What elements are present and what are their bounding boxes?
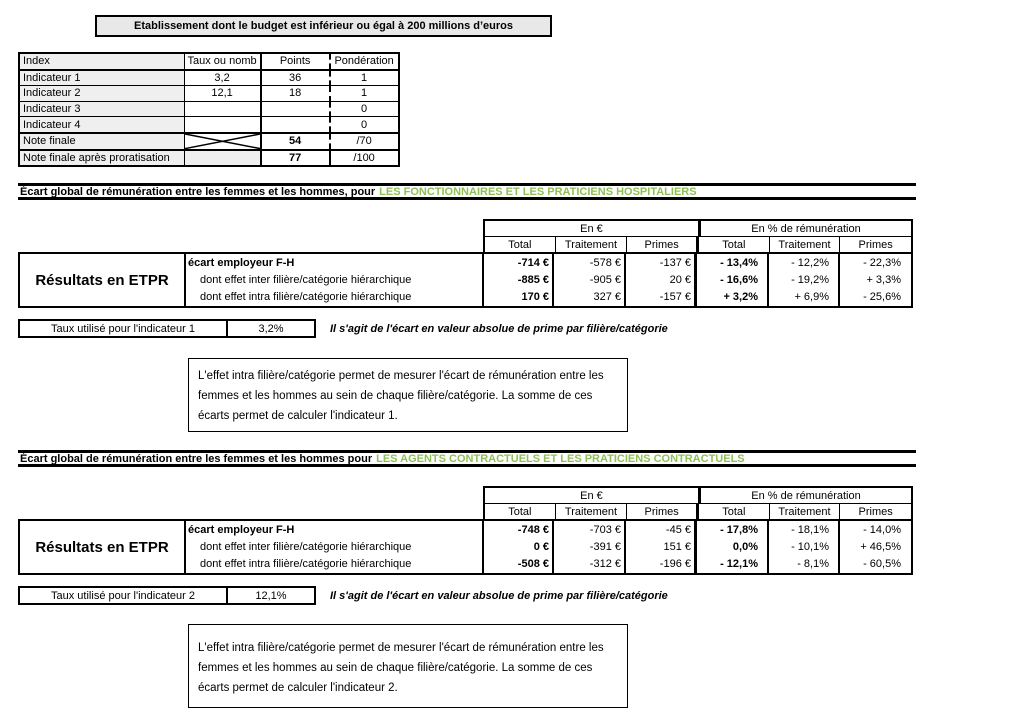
column-primes-percent xyxy=(838,521,910,573)
col-header: Traitement xyxy=(769,504,840,519)
cell-value: -748 € xyxy=(517,524,549,536)
points-header: Points xyxy=(261,53,330,70)
col-header: Total xyxy=(696,504,769,519)
table-row xyxy=(19,70,399,86)
cell-value: + 3,2% xyxy=(723,291,758,303)
group-header-euro: En € xyxy=(580,489,603,502)
cell-value: -312 € xyxy=(589,558,621,570)
cell-value: -703 € xyxy=(589,524,621,536)
column-total-euro xyxy=(482,521,552,573)
col-header: Primes xyxy=(839,237,911,252)
cell-value: -508 € xyxy=(517,558,549,570)
taux-indicateur2-value: 12,1% xyxy=(228,586,316,605)
column-total-euro xyxy=(482,254,552,306)
cell-value: - 14,0% xyxy=(863,524,901,536)
cell-value: - 8,1% xyxy=(797,558,829,570)
index-header: Index xyxy=(19,53,184,70)
col-header: Total xyxy=(508,505,532,518)
title-banner: Etablissement dont le budget est inférieur ou égal à 200 millions d’euros xyxy=(95,15,552,37)
column-total-percent xyxy=(694,254,767,306)
crossed-cell-icon xyxy=(184,133,261,150)
cell-value: + 6,9% xyxy=(794,291,829,303)
column-primes-euro xyxy=(624,521,694,573)
cell-value: -885 € xyxy=(517,274,549,286)
note-proratisation-taux xyxy=(184,150,261,167)
cell-value: + 3,3% xyxy=(866,274,901,286)
indicator-label: Indicateur 2 xyxy=(19,86,184,102)
note-finale-points: 54 xyxy=(261,133,330,150)
indicator-ponderation: 0 xyxy=(330,101,399,117)
group-header-percent: En % de rémunération xyxy=(698,488,911,503)
cell-value: - 12,1% xyxy=(720,558,758,570)
cell-value: -137 € xyxy=(659,257,691,269)
taux-indicateur1-label: Taux utilisé pour l'indicateur 1 xyxy=(18,319,228,338)
section1-results-table xyxy=(18,252,913,308)
taux-indicateur2-note: Il s'agit de l'écart en valeur absolue de prime par filière/catégorie xyxy=(330,589,668,602)
cell-value: - 25,6% xyxy=(863,291,901,303)
col-header: Total xyxy=(696,237,769,252)
taux-indicateur1-note: Il s'agit de l'écart en valeur absolue de prime par filière/catégorie xyxy=(330,322,668,335)
cell-value: - 18,1% xyxy=(791,524,829,536)
section1-column-headers xyxy=(483,219,913,252)
cell-value: - 19,2% xyxy=(791,274,829,286)
column-total-percent xyxy=(694,521,767,573)
section2-title xyxy=(18,450,916,467)
column-traitement-percent xyxy=(767,521,838,573)
index-table xyxy=(18,52,400,167)
indicator-taux: 12,1 xyxy=(184,86,261,102)
note-finale-scale: /70 xyxy=(330,133,399,150)
indicator-label: Indicateur 1 xyxy=(19,70,184,86)
column-primes-percent xyxy=(838,254,910,306)
group-header-euro: En € xyxy=(580,222,603,235)
table-row xyxy=(19,101,399,117)
cell-value: + 46,5% xyxy=(860,541,901,553)
cell-value: 151 € xyxy=(663,541,691,553)
result-row-label: écart employeur F-H xyxy=(188,524,295,536)
cell-value: -45 € xyxy=(665,524,691,536)
table-row xyxy=(19,86,399,102)
info-box-indicateur1: L'effet intra filière/catégorie permet de mesurer l'écart de rémunération entre les femmes et les hommes au sein de chaque filière/catégorie. La somme de ces écarts permet de calculer l'indicateur 1. xyxy=(188,358,628,432)
section1-title-prefix: Écart global de rémunération entre les femmes et les hommes, pour xyxy=(20,185,376,198)
result-row-label: écart employeur F-H xyxy=(188,257,295,269)
col-header: Primes xyxy=(626,237,696,252)
result-row-label: dont effet intra filière/catégorie hiérarchique xyxy=(200,558,412,570)
column-traitement-euro xyxy=(552,521,624,573)
result-row-label: dont effet inter filière/catégorie hiérarchique xyxy=(200,274,412,286)
indicator-label: Indicateur 3 xyxy=(19,101,184,117)
results-row-header: Résultats en ETPR xyxy=(20,521,186,573)
section2-column-headers xyxy=(483,486,913,519)
results-row-header: Résultats en ETPR xyxy=(20,254,186,306)
indicator-points xyxy=(261,117,330,133)
col-header: Traitement xyxy=(555,504,627,519)
indicator-taux xyxy=(184,101,261,117)
section2-title-highlight: LES AGENTS CONTRACTUELS ET LES PRATICIENS CONTRACTUELS xyxy=(376,452,745,465)
note-proratisation-label: Note finale après proratisation xyxy=(19,150,184,167)
cell-value: 170 € xyxy=(521,291,549,303)
taux-indicateur1-value: 3,2% xyxy=(228,319,316,338)
col-header: Primes xyxy=(839,504,911,519)
note-proratisation-scale: /100 xyxy=(330,150,399,167)
col-header: Traitement xyxy=(555,237,627,252)
cell-value: - 10,1% xyxy=(791,541,829,553)
cell-value: 20 € xyxy=(669,274,691,286)
section2-title-prefix: Écart global de rémunération entre les femmes et les hommes pour xyxy=(20,452,373,465)
section1-title-highlight: LES FONCTIONNAIRES ET LES PRATICIENS HOSPITALIERS xyxy=(379,185,697,198)
indicator-ponderation: 0 xyxy=(330,117,399,133)
indicator-taux xyxy=(184,117,261,133)
section1-title xyxy=(18,183,916,200)
column-primes-euro xyxy=(624,254,694,306)
note-proratisation-points: 77 xyxy=(261,150,330,167)
col-header: Primes xyxy=(626,504,696,519)
taux-header: Taux ou nomb xyxy=(184,53,261,70)
index-table-header-row xyxy=(19,53,399,70)
col-header: Total xyxy=(508,238,532,251)
result-row-label: dont effet inter filière/catégorie hiérarchique xyxy=(200,541,412,553)
group-header-percent: En % de rémunération xyxy=(698,221,911,236)
cell-value: -196 € xyxy=(659,558,691,570)
note-finale-label: Note finale xyxy=(19,133,184,150)
cell-value: - 17,8% xyxy=(720,524,758,536)
indicator-ponderation: 1 xyxy=(330,70,399,86)
indicator-label: Indicateur 4 xyxy=(19,117,184,133)
cell-value: -905 € xyxy=(589,274,621,286)
cell-value: -157 € xyxy=(659,291,691,303)
cell-value: - 12,2% xyxy=(791,257,829,269)
result-row-label: dont effet intra filière/catégorie hiérarchique xyxy=(200,291,412,303)
col-header: Traitement xyxy=(769,237,840,252)
indicator-points: 18 xyxy=(261,86,330,102)
cell-value: - 60,5% xyxy=(863,558,901,570)
cell-value: -714 € xyxy=(517,257,549,269)
info-box-indicateur2: L'effet intra filière/catégorie permet de mesurer l'écart de rémunération entre les femmes et les hommes au sein de chaque filière/catégorie. La somme de ces écarts permet de calculer l'indicateur 2. xyxy=(188,624,628,708)
column-traitement-euro xyxy=(552,254,624,306)
indicator-taux: 3,2 xyxy=(184,70,261,86)
cell-value: -578 € xyxy=(589,257,621,269)
cell-value: 0 € xyxy=(533,541,549,553)
indicator-points xyxy=(261,101,330,117)
cell-value: 327 € xyxy=(593,291,621,303)
cell-value: -391 € xyxy=(589,541,621,553)
cell-value: - 16,6% xyxy=(720,274,758,286)
ponderation-header: Pondération xyxy=(330,53,399,70)
table-row xyxy=(19,117,399,133)
cell-value: - 13,4% xyxy=(720,257,758,269)
section2-results-table xyxy=(18,519,913,575)
indicator-ponderation: 1 xyxy=(330,86,399,102)
note-finale-row xyxy=(19,133,399,150)
indicator-points: 36 xyxy=(261,70,330,86)
column-traitement-percent xyxy=(767,254,838,306)
cell-value: 0,0% xyxy=(732,541,758,553)
note-finale-proratisation-row xyxy=(19,150,399,167)
cell-value: - 22,3% xyxy=(863,257,901,269)
taux-indicateur2-label: Taux utilisé pour l'indicateur 2 xyxy=(18,586,228,605)
